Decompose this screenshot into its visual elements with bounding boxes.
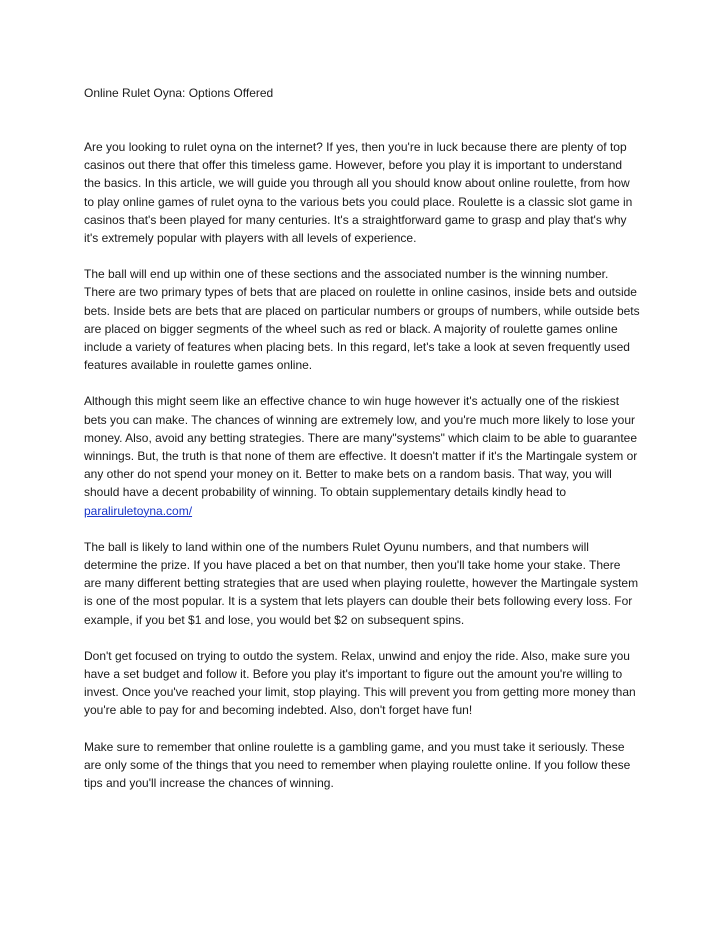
document-title: Online Rulet Oyna: Options Offered	[84, 86, 274, 100]
paragraph-3-text: Although this might seem like an effective chance to win huge however it's actually one of the riskiest bets you can make. The chances of winning are extremely low, and you're much more likely to lose your money. Also, avoid any betting strategies. There are many"systems" which claim to be able to guarantee winnings. But, the truth is that none of them are effective. It doesn't matter if it's the Martingale system or any other do not spend your money on it. Better to make bets on a random basis. That way, you will should have a decent probability of winning. To obtain supplementary details kindly head to	[84, 394, 638, 500]
paragraph-6: Make sure to remember that online roulette is a gambling game, and you must take it seriously. These are only some of the things that you need to remember when playing roulette online. If you follow these tips and you'll increase the chances of winning.	[84, 739, 631, 791]
paragraph-5: Don't get focused on trying to outdo the system. Relax, unwind and enjoy the ride. Also, make sure you have a set budget and follow it. Before you play it's important to figure out the amount you're willing to invest. Once you've reached your limit, stop playing. This will prevent you from getting more money than you're able to pay for and becoming indebted. Also, don't forget have fun!	[84, 648, 636, 718]
document-page	[84, 84, 640, 810]
external-link[interactable]: paraliruletoyna.com/	[84, 503, 193, 518]
paragraph-4: The ball is likely to land within one of the numbers Rulet Oyunu numbers, and that numbers will determine the prize. If you have placed a bet on that number, then you'll take home your stake. There are many different betting strategies that are used when playing roulette, however the Martingale system is one of the most popular. It is a system that lets players can double their bets following every loss. For example, if you bet $1 and lose, you would bet $2 on subsequent spins.	[84, 539, 639, 627]
paragraph-3	[84, 392, 640, 519]
paragraph-1: Are you looking to rulet oyna on the internet? If yes, then you're in luck because there are plenty of top casinos out there that offer this timeless game. However, before you play it is important to understand the basics. In this article, we will guide you through all you should know about online roulette, from how to play online games of rulet oyna to the various bets you could place. Roulette is a classic slot game in casinos that's been played for many centuries. It's a straightforward game to grasp and play that's why it's extremely popular with players with all levels of experience.	[84, 140, 633, 246]
paragraph-2: The ball will end up within one of these sections and the associated number is the winning number. There are two primary types of bets that are placed on roulette in online casinos, inside bets and outside bets. Inside bets are bets that are placed on particular numbers or groups of numbers, while outside bets are placed on bigger segments of the wheel such as red or black. A majority of roulette games online include a variety of features when placing bets. In this regard, let's take a look at seven frequently used features available in roulette games online.	[84, 267, 640, 373]
